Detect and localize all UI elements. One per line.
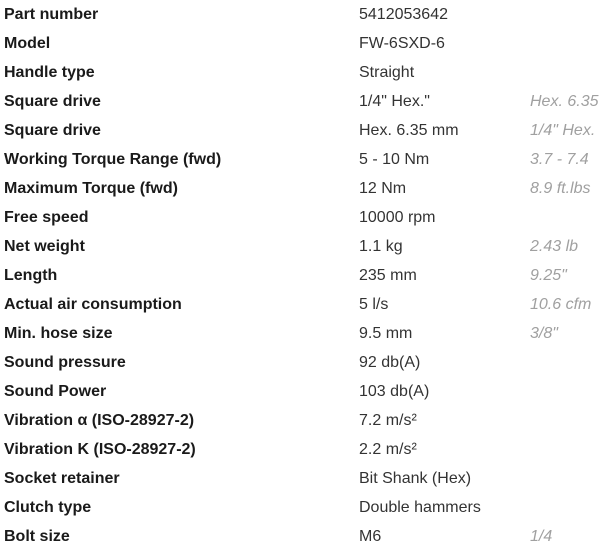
spec-alt-value	[530, 29, 615, 58]
spec-value: 10000 rpm	[359, 209, 436, 226]
spec-alt-value	[530, 493, 615, 522]
spec-value: 103 db(A)	[359, 383, 430, 400]
spec-value: Double hammers	[359, 499, 481, 516]
spec-alt-value: 2.43 lb	[530, 238, 579, 255]
spec-row-free-speed	[0, 203, 615, 232]
spec-alt-value	[530, 377, 615, 406]
spec-value: 92 db(A)	[359, 354, 421, 371]
spec-value: 7.2 m/s²	[359, 412, 417, 429]
spec-value: Bit Shank (Hex)	[359, 470, 472, 487]
spec-row-part-number	[0, 0, 615, 29]
spec-label: Square drive	[4, 122, 101, 139]
spec-value: M6	[359, 528, 382, 545]
spec-label: Handle type	[4, 64, 95, 81]
spec-label: Sound pressure	[4, 354, 126, 371]
spec-alt-value: 1/4	[530, 528, 553, 545]
spec-label: Model	[4, 35, 51, 52]
spec-row-sound-power	[0, 377, 615, 406]
spec-row-vibration-k	[0, 435, 615, 464]
spec-value: 2.2 m/s²	[359, 441, 417, 458]
spec-row-model	[0, 29, 615, 58]
spec-alt-value	[530, 58, 615, 87]
spec-row-working-torque	[0, 145, 615, 174]
spec-alt-value: Hex. 6.35	[530, 93, 599, 110]
spec-alt-value: 9.25"	[530, 267, 567, 284]
spec-row-handle-type	[0, 58, 615, 87]
spec-row-sound-pressure	[0, 348, 615, 377]
spec-value: FW-6SXD-6	[359, 35, 445, 52]
spec-alt-value: 8.9 ft.lbs	[530, 180, 591, 197]
spec-label: Socket retainer	[4, 470, 120, 487]
spec-label: Bolt size	[4, 528, 70, 545]
spec-row-bolt-size	[0, 522, 615, 550]
spec-alt-value	[530, 348, 615, 377]
spec-row-socket-retainer	[0, 464, 615, 493]
spec-row-clutch-type	[0, 493, 615, 522]
spec-row-square-drive-inch	[0, 87, 615, 116]
spec-label: Vibration α (ISO-28927-2)	[4, 412, 195, 429]
spec-label: Sound Power	[4, 383, 107, 400]
spec-alt-value	[530, 203, 615, 232]
spec-row-vibration-alpha	[0, 406, 615, 435]
spec-label: Part number	[4, 6, 99, 23]
spec-value: Straight	[359, 64, 415, 81]
spec-alt-value	[530, 0, 615, 29]
spec-row-maximum-torque	[0, 174, 615, 203]
spec-value: Hex. 6.35 mm	[359, 122, 459, 139]
spec-row-net-weight	[0, 232, 615, 261]
spec-value: 9.5 mm	[359, 325, 413, 342]
spec-alt-value	[530, 406, 615, 435]
spec-row-air-consumption	[0, 290, 615, 319]
spec-row-hose-size	[0, 319, 615, 348]
spec-value: 5 l/s	[359, 296, 389, 313]
spec-alt-value	[530, 464, 615, 493]
spec-value: 1.1 kg	[359, 238, 403, 255]
spec-value: 235 mm	[359, 267, 417, 284]
spec-row-square-drive-mm	[0, 116, 615, 145]
spec-alt-value	[530, 435, 615, 464]
spec-label: Free speed	[4, 209, 89, 226]
spec-value: 5 - 10 Nm	[359, 151, 430, 168]
spec-alt-value: 10.6 cfm	[530, 296, 592, 313]
spec-label: Vibration K (ISO-28927-2)	[4, 441, 196, 458]
spec-label: Maximum Torque (fwd)	[4, 180, 178, 197]
spec-label: Actual air consumption	[4, 296, 182, 313]
spec-value: 12 Nm	[359, 180, 407, 197]
spec-alt-value: 1/4" Hex.	[530, 122, 596, 139]
spec-label: Net weight	[4, 238, 85, 255]
spec-value: 1/4" Hex."	[359, 93, 430, 110]
spec-label: Working Torque Range (fwd)	[4, 151, 222, 168]
spec-value: 5412053642	[359, 6, 448, 23]
spec-label: Clutch type	[4, 499, 92, 516]
spec-alt-value: 3/8"	[530, 325, 558, 342]
spec-label: Length	[4, 267, 58, 284]
spec-label: Min. hose size	[4, 325, 113, 342]
spec-label: Square drive	[4, 93, 101, 110]
spec-row-length	[0, 261, 615, 290]
spec-alt-value: 3.7 - 7.4	[530, 151, 589, 168]
